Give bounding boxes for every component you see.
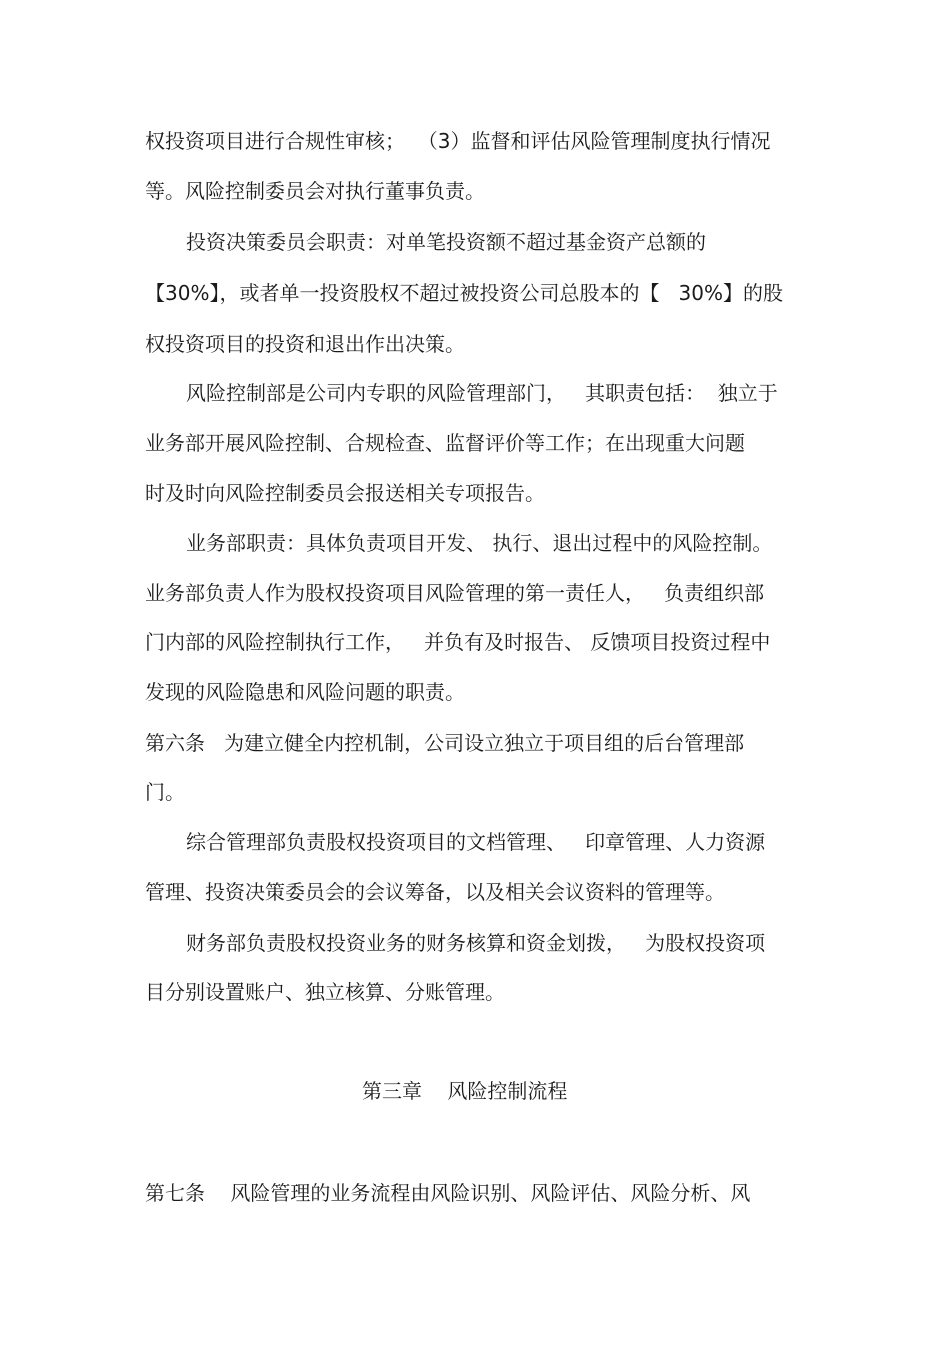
body-text-line: 投资决策委员会职责：对单笔投资额不超过基金资产总额的 — [186, 230, 706, 254]
body-text-line: 管理、投资决策委员会的会议筹备，以及相关会议资料的管理等。 — [145, 880, 725, 904]
chapter-title: 第三章 风险控制流程 — [362, 1079, 568, 1103]
body-text-line: 门。 — [145, 780, 185, 804]
body-text-line: 发现的风险隐患和风险问题的职责。 — [145, 680, 465, 704]
article-heading-line: 第六条 为建立健全内控机制，公司设立独立于项目组的后台管理部 — [145, 731, 745, 755]
body-text-line: 财务部负责股权投资业务的财务核算和资金划拨， 为股权投资项 — [186, 931, 766, 955]
body-text-line: 时及时向风险控制委员会报送相关专项报告。 — [145, 481, 545, 505]
body-text-line: 权投资项目的投资和退出作出决策。 — [145, 332, 465, 356]
body-text-line: 等。风险控制委员会对执行董事负责。 — [145, 179, 485, 203]
body-text-line: 风险控制部是公司内专职的风险管理部门， 其职责包括： 独立于 — [186, 381, 778, 405]
body-text-line: 业务部职责：具体负责项目开发、 执行、退出过程中的风险控制。 — [186, 531, 773, 555]
body-text-line: 权投资项目进行合规性审核； （3）监督和评估风险管理制度执行情况 — [145, 129, 771, 153]
body-text-line: 业务部负责人作为股权投资项目风险管理的第一责任人， 负责组织部 — [145, 581, 765, 605]
body-text-line: 目分别设置账户、独立核算、分账管理。 — [145, 980, 505, 1004]
body-text-line: 【30%】，或者单一投资股权不超过被投资公司总股本的【 30%】的股 — [145, 281, 783, 305]
article-heading-line: 第七条 风险管理的业务流程由风险识别、风险评估、风险分析、风 — [145, 1181, 751, 1205]
body-text-line: 业务部开展风险控制、合规检查、监督评价等工作；在出现重大问题 — [145, 431, 745, 455]
body-text-line: 综合管理部负责股权投资项目的文档管理、 印章管理、人力资源 — [186, 830, 766, 854]
body-text-line: 门内部的风险控制执行工作， 并负有及时报告、 反馈项目投资过程中 — [145, 630, 771, 654]
